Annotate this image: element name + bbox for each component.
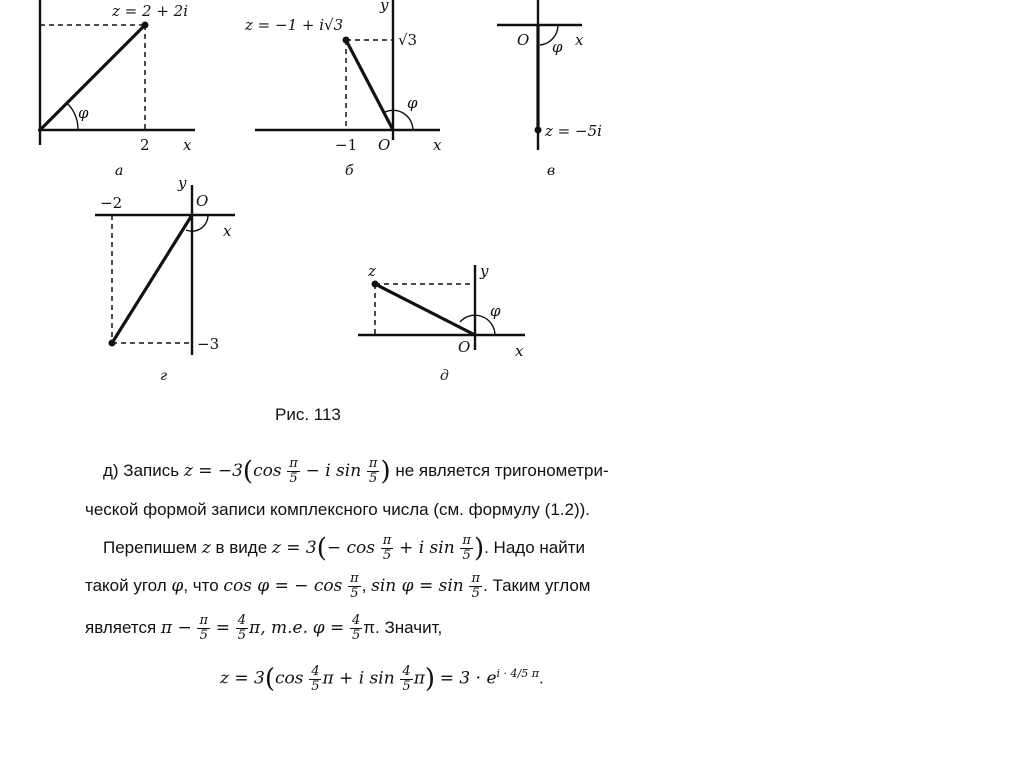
l6-frac2: $\frac{4}{5}$ bbox=[402, 663, 411, 694]
b-x-tick: −1 bbox=[335, 136, 358, 154]
b-phi: φ bbox=[407, 94, 418, 112]
l4-a: такой угол bbox=[85, 576, 167, 596]
l4-b: φ bbox=[171, 576, 184, 597]
l6-sup: i · 4/5 π bbox=[496, 667, 539, 681]
l5-d: π, т.е. bbox=[249, 618, 308, 639]
l3-frac1: $\frac{\pi}{5}$ bbox=[382, 532, 392, 563]
d-caption: д bbox=[440, 368, 449, 384]
l3-g: . Надо найти bbox=[484, 537, 585, 557]
g-x-label: x bbox=[223, 222, 232, 240]
v-caption: в bbox=[547, 163, 556, 179]
g-y-tick: −3 bbox=[197, 335, 220, 353]
l6-f: . bbox=[538, 668, 544, 688]
l4-e: , bbox=[361, 576, 367, 596]
l6-d: π bbox=[413, 668, 425, 689]
g-origin: O bbox=[196, 192, 209, 210]
b-origin: O bbox=[378, 136, 391, 154]
l5-frac2: $\frac{4}{5}$ bbox=[237, 613, 247, 644]
d-z-label: z bbox=[368, 262, 376, 280]
l4-f: sin φ = sin bbox=[371, 576, 464, 597]
l3-frac2: $\frac{\pi}{5}$ bbox=[462, 532, 471, 563]
a-caption: а bbox=[115, 163, 124, 179]
panel-g bbox=[95, 174, 235, 384]
l5-f: π. Значит, bbox=[363, 618, 443, 638]
a-phi: φ bbox=[78, 104, 89, 122]
line-5 bbox=[85, 609, 665, 647]
g-y-label: y bbox=[178, 174, 187, 192]
l6-b: cos bbox=[274, 668, 304, 689]
l6-c: π + i sin bbox=[322, 668, 395, 689]
b-vector bbox=[346, 40, 393, 130]
l4-frac2: $\frac{\pi}{5}$ bbox=[471, 571, 481, 602]
a-angle-arc bbox=[67, 103, 78, 130]
l3-b: z bbox=[201, 537, 211, 558]
l5-a: является bbox=[85, 618, 157, 638]
panel-d bbox=[358, 262, 525, 384]
v-x-label: x bbox=[575, 31, 584, 49]
l4-frac1: $\frac{\pi}{5}$ bbox=[350, 571, 359, 602]
l6-e: = 3 · e bbox=[439, 668, 497, 689]
l1-c: cos bbox=[253, 461, 282, 481]
d-phi: φ bbox=[490, 302, 501, 320]
l5-e: φ = bbox=[312, 618, 345, 639]
b-caption: б bbox=[345, 163, 354, 179]
v-z-label: z = −5i bbox=[545, 122, 602, 140]
d-y-label: y bbox=[480, 262, 489, 280]
l1-d: − i sin bbox=[305, 461, 362, 481]
l6-frac1: $\frac{4}{5}$ bbox=[311, 663, 320, 694]
l3-e: − cos bbox=[326, 537, 376, 558]
l1-a: д) Запись bbox=[103, 461, 180, 480]
l4-c: , что bbox=[183, 576, 219, 596]
l1-frac1: $\frac{\pi}{5}$ bbox=[289, 456, 298, 487]
g-caption: г bbox=[160, 368, 168, 384]
l3-f: + i sin bbox=[399, 537, 455, 558]
l5-b: π − bbox=[160, 618, 192, 639]
l4-d: cos φ = − cos bbox=[223, 576, 343, 597]
b-x-label: x bbox=[433, 136, 442, 154]
line-3: Перепишем z в виде z = 3(− cos $\frac{\pi}{5}$ + i sin $\frac{\pi}{5}$ ). Надо найти bbox=[103, 532, 585, 564]
v-phi: φ bbox=[552, 38, 563, 56]
line-4 bbox=[85, 567, 665, 605]
panel-a bbox=[38, 0, 195, 179]
a-x-label: x bbox=[183, 136, 192, 154]
l3-d: z = 3 bbox=[271, 537, 317, 558]
a-x-tick: 2 bbox=[140, 136, 150, 154]
b-y-label: y bbox=[380, 0, 389, 14]
panel-b bbox=[244, 0, 442, 179]
l3-c: в виде bbox=[215, 537, 268, 557]
l1-e: не является тригонометри- bbox=[395, 461, 609, 480]
line-1: д) Запись z = −3(cos $\frac{\pi}{5}$ − i sin $\frac{\pi}{5}$ ) не является тригонометри- bbox=[103, 456, 609, 487]
l5-frac1: $\frac{\pi}{5}$ bbox=[199, 613, 209, 644]
l5-frac3: $\frac{4}{5}$ bbox=[352, 613, 361, 644]
body-text bbox=[85, 452, 665, 698]
l1-frac2: $\frac{\pi}{5}$ bbox=[368, 456, 378, 487]
d-origin: O bbox=[458, 338, 471, 356]
d-x-label: x bbox=[515, 342, 524, 360]
b-z-label: z = −1 + i√3 bbox=[245, 16, 344, 34]
l3-a: Перепишем bbox=[103, 537, 198, 557]
g-x-tick: −2 bbox=[100, 194, 123, 212]
v-point bbox=[535, 127, 542, 134]
line-2: ческой формой записи комплексного числа (см. формулу (1.2)). bbox=[85, 499, 590, 519]
a-vector bbox=[40, 25, 145, 130]
g-vector bbox=[112, 215, 192, 343]
d-vector bbox=[375, 284, 475, 335]
a-z-label: z = 2 + 2i bbox=[112, 2, 188, 20]
v-origin: O bbox=[517, 31, 530, 49]
b-y-tick: √3 bbox=[398, 31, 418, 49]
l6-a: z = 3 bbox=[220, 668, 265, 689]
panel-v bbox=[497, 0, 602, 179]
line-6: z = 3(cos $\frac{4}{5}$ π + i sin $\frac{4}{5}$ $\pi) = 3 \cdot e^{i \cdot 4/5 \pi}$. bbox=[220, 663, 544, 695]
l5-c: = bbox=[215, 618, 230, 639]
l1-b: z = −3 bbox=[183, 461, 243, 481]
figure-caption: Рис. 113 bbox=[275, 405, 341, 424]
l4-g: . Таким углом bbox=[483, 576, 591, 596]
